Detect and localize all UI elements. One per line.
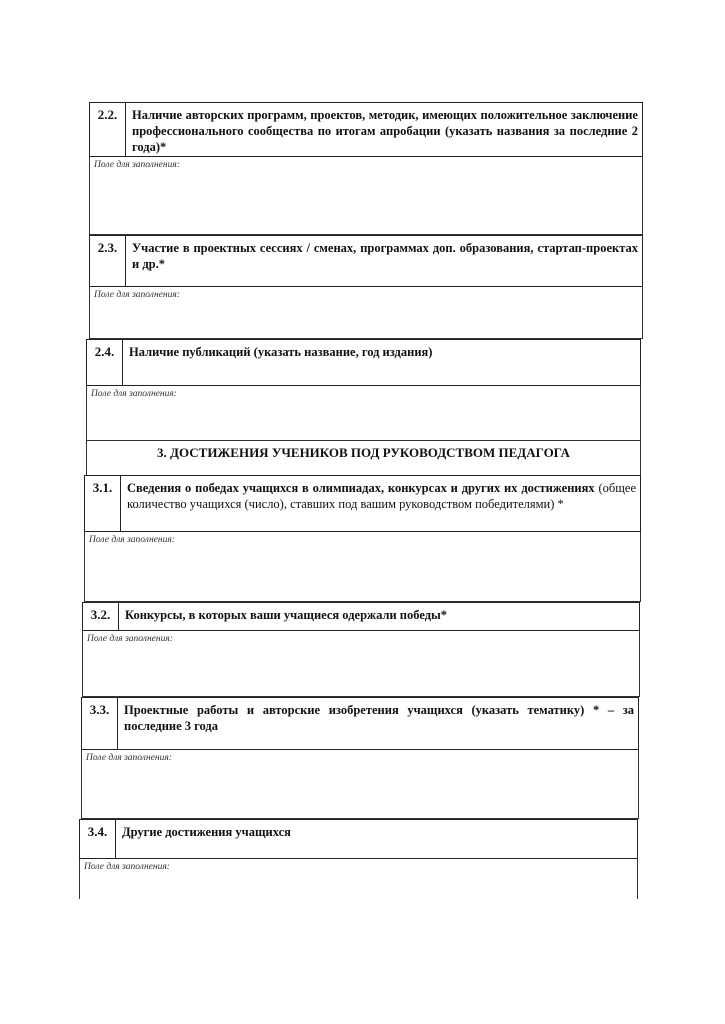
question-2-4 [86, 339, 641, 386]
question-text [118, 698, 640, 734]
question-number: 3.1. [85, 476, 121, 531]
question-normal-text: (общее количество учащихся (число), ставших под вашим руководством победителями) * [127, 481, 636, 511]
answer-field-label: Поле для заполнения: [86, 753, 172, 763]
question-number: 2.2. [90, 103, 126, 156]
question-number: 3.3. [82, 698, 118, 749]
answer-field-label: Поле для заполнения: [94, 160, 180, 170]
answer-field-2-2[interactable] [89, 157, 643, 235]
section-3-heading: 3. ДОСТИЖЕНИЯ УЧЕНИКОВ ПОД РУКОВОДСТВОМ ПЕДАГОГА [86, 441, 641, 475]
answer-field-3-3[interactable] [81, 750, 639, 819]
question-bold-text: Наличие авторских программ, проектов, методик, имеющих положительное заключение профессионального сообщества по итогам апробации (указать названия за последние 2 года)* [132, 108, 638, 154]
answer-field-3-2[interactable] [82, 631, 640, 697]
question-text [121, 476, 642, 512]
question-bold-text: Другие достижения учащихся [122, 825, 291, 839]
answer-field-label: Поле для заполнения: [91, 389, 177, 399]
question-text [126, 236, 644, 272]
question-text [126, 103, 644, 155]
question-text [116, 820, 639, 840]
question-2-2 [89, 102, 643, 157]
question-bold-text: Проектные работы и авторские изобретения учащихся (указать тематику) * – за последние 3 года [124, 703, 634, 733]
answer-field-2-3[interactable] [89, 287, 643, 339]
question-3-2 [82, 602, 640, 631]
question-number: 2.4. [87, 340, 123, 385]
answer-field-label: Поле для заполнения: [84, 862, 170, 872]
question-3-1 [84, 475, 641, 532]
question-bold-text: Наличие публикаций (указать название, год издания) [129, 345, 433, 359]
question-3-4 [79, 819, 638, 859]
question-text [119, 603, 641, 623]
question-3-3 [81, 697, 639, 750]
answer-field-label: Поле для заполнения: [89, 535, 175, 545]
question-bold-text: Конкурсы, в которых ваши учащиеся одержали победы* [125, 608, 448, 622]
question-text [123, 340, 642, 360]
question-2-3 [89, 235, 643, 287]
question-number: 2.3. [90, 236, 126, 286]
answer-field-label: Поле для заполнения: [87, 634, 173, 644]
question-number: 3.4. [80, 820, 116, 858]
answer-field-2-4[interactable] [86, 386, 641, 441]
answer-field-3-1[interactable] [84, 532, 641, 602]
answer-field-3-4[interactable] [79, 859, 638, 899]
answer-field-label: Поле для заполнения: [94, 290, 180, 300]
question-bold-text: Сведения о победах учащихся в олимпиадах, конкурсах и других их достижениях [127, 481, 595, 495]
question-number: 3.2. [83, 603, 119, 630]
question-bold-text: Участие в проектных сессиях / сменах, программах доп. образования, стартап-проектах и др.* [132, 241, 638, 271]
